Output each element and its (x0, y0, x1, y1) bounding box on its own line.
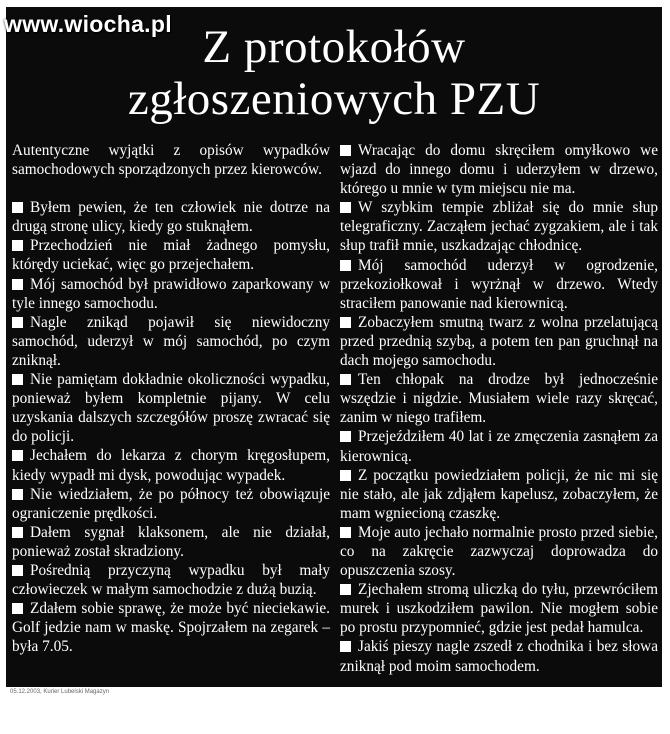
list-item-text: Zjechałem stromą uliczką do tyłu, przewróciłem murek i uszkodziłem pawilon. Nie mogłem sobie po prostu przypomnieć, gdzie jest pedał hamulca. (340, 581, 658, 637)
list-item (12, 236, 330, 274)
bullet-square-icon (340, 145, 351, 156)
list-item (340, 580, 658, 637)
list-item-text: Ten chłopak na drodze był jednocześnie wszędzie i nigdzie. Musiałem wiele razy skręcać, zanim w niego trafiłem. (340, 371, 658, 427)
headline-line-1: Z protokołów (202, 21, 466, 73)
list-item (340, 141, 658, 198)
list-item (340, 427, 658, 465)
watermark[interactable]: www.wiocha.pl (4, 11, 172, 37)
list-item-text: Moje auto jechało normalnie prosto przed siebie, co na zakręcie zazwyczaj doprowadza do opuszczenia szosy. (340, 523, 658, 580)
list-item (12, 198, 330, 236)
list-item-text: Przechodzień nie miał żadnego pomysłu, którędy uciekać, więc go przejechałem. (12, 237, 330, 274)
right-column (340, 141, 658, 676)
left-column (12, 141, 330, 656)
bullet-square-icon (340, 202, 351, 213)
left-item-list (12, 198, 330, 656)
bullet-square-icon (12, 240, 23, 251)
list-item-text: Wracając do domu skręciłem omyłkowo we wjazd do innego domu i uderzyłem w drzewo, którego u mnie w tym miejscu nie ma. (340, 142, 658, 198)
list-item-text: Mój samochód był prawidłowo zaparkowany w tyle innego samochodu. (12, 275, 330, 312)
list-item (340, 523, 658, 580)
bullet-square-icon (340, 470, 351, 481)
list-item-text: Nie pamiętam dokładnie okoliczności wypadku, ponieważ byłem kompletnie pijany. W celu uzyskania dalszych szczegółów proszę zwracać się do policji. (12, 371, 330, 446)
list-item-text: Mój samochód uderzył w ogrodzenie, przekoziołkował i wyrżnął w drzewo. Wtedy straciłem panowanie nad kierownicą. (340, 256, 658, 312)
list-item (12, 523, 330, 561)
list-item-text: Nie wiedziałem, że po północy też obowiązuje ograniczenie prędkości. (12, 485, 330, 522)
list-item-text: Jechałem do lekarza z chorym kręgosłupem, kiedy wypadł mi dysk, powodując wypadek. (12, 447, 330, 484)
bullet-square-icon (12, 603, 23, 614)
list-item (12, 485, 330, 523)
bullet-square-icon (340, 527, 351, 538)
bullet-square-icon (12, 202, 23, 213)
bullet-square-icon (12, 279, 23, 290)
bullet-square-icon (340, 317, 351, 328)
bullet-square-icon (340, 431, 351, 442)
list-item-text: Byłem pewien, że ten człowiek nie dotrze na drugą stronę ulicy, kiedy go stuknąłem. (12, 199, 330, 236)
list-item (12, 599, 330, 656)
list-item-text: Jakiś pieszy nagle zszedł z chodnika i bez słowa zniknął pod moim samochodem. (340, 638, 658, 675)
bullet-square-icon (340, 374, 351, 385)
bullet-square-icon (12, 374, 23, 385)
list-item (12, 370, 330, 446)
list-item (12, 561, 330, 599)
article-panel (6, 7, 662, 687)
bullet-square-icon (340, 584, 351, 595)
list-item-text: Zdałem sobie sprawę, że może być nieciekawie. Golf jedzie nam w maskę. Spojrzałem na zegarek – była 7.05. (12, 600, 330, 656)
bullet-square-icon (12, 565, 23, 576)
list-item (12, 275, 330, 313)
list-item-text: Z początku powiedziałem policji, że nic mi się nie stało, ale jak zdjąłem kapelusz, zobaczyłem, że mam wgniecioną czaszkę. (340, 466, 658, 522)
bullet-square-icon (12, 450, 23, 461)
list-item-text: Nagle znikąd pojawił się niewidoczny samochód, uderzył w mój samochód, po czym zniknął. (12, 313, 330, 369)
list-item (12, 446, 330, 484)
list-item (340, 313, 658, 370)
list-item-text: W szybkim tempie zbliżał się do mnie słup telegraficzny. Zacząłem jechać zygzakiem, ale i tak słup trafił mnie, uszkadzając chłodnicę. (340, 199, 658, 255)
list-item (340, 637, 658, 675)
bullet-square-icon (340, 260, 351, 271)
headline-line-2: zgłoszeniowych PZU (127, 73, 541, 125)
right-item-list (340, 141, 658, 676)
list-item-text: Pośrednią przyczyną wypadku był mały człowieczek w małym samochodzie z dużą buzią. (12, 561, 330, 599)
bullet-square-icon (12, 489, 23, 500)
list-item-text: Przejeździłem 40 lat i ze zmęczenia zasnąłem za kierownicą. (340, 428, 658, 465)
list-item (340, 466, 658, 523)
bullet-square-icon (340, 641, 351, 652)
list-item (340, 370, 658, 427)
source-caption: 05.12.2003, Kurier Lubelski Magazyn (10, 689, 110, 695)
list-item-text: Dałem sygnał klaksonem, ale nie działał, ponieważ został skradziony. (12, 523, 330, 560)
bullet-square-icon (12, 317, 23, 328)
list-item (340, 256, 658, 313)
list-item (340, 198, 658, 255)
intro-text: Autentyczne wyjątki z opisów wypadków samochodowych sporządzonych przez kierowców. (12, 142, 330, 179)
list-item-text: Zobaczyłem smutną twarz z wolna przelatującą przed przednią szybą, a potem ten pan gruchnął na dach mojego samochodu. (340, 313, 658, 370)
list-item (12, 313, 330, 370)
bullet-square-icon (12, 527, 23, 538)
